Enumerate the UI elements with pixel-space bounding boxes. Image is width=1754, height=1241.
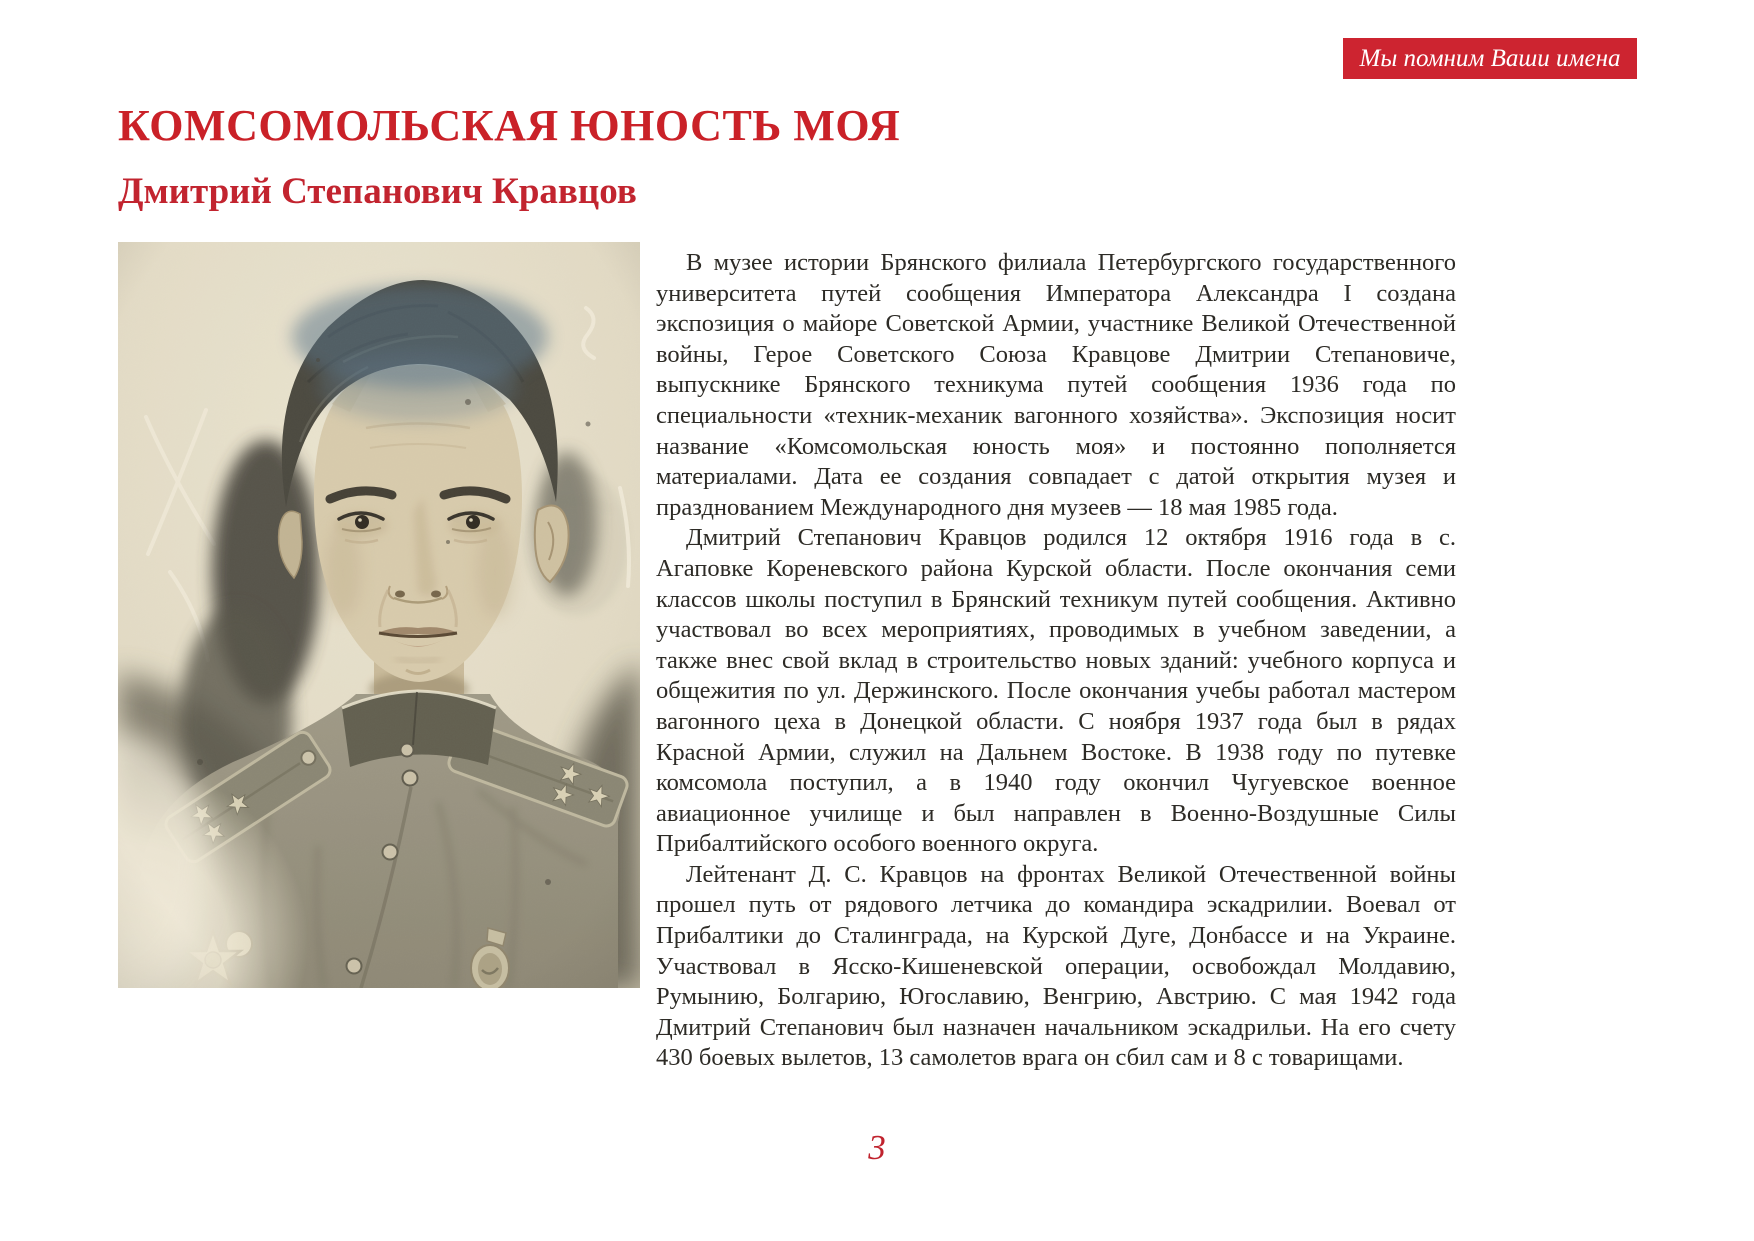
memory-badge	[1343, 38, 1637, 79]
article-text	[656, 248, 1456, 1074]
page-title: КОМСОМОЛЬСКАЯ ЮНОСТЬ МОЯ	[118, 101, 901, 150]
paragraph-war-service: Лейтенант Д. С. Кравцов на фронтах Великой Отечественной войны прошел путь от рядового летчика до командира эскадрилии. Воевал от Прибалтики до Сталинграда, на Курской Дуге, Донбассе и на Украине. Участвовал в Ясско-Кишеневской операции, освобождал Молдавию, Румынию, Болгарию, Югославию, Венгрию, Австрию. С мая 1942 года Дмитрий Степанович был назначен начальником эскадрильи. На его счету 430 боевых вылетов, 13 самолетов врага он сбил сам и 8 с товарищами.	[656, 860, 1456, 1072]
person-name-subtitle: Дмитрий Степанович Кравцов	[118, 171, 637, 212]
portrait-illustration	[118, 242, 640, 988]
paragraph-biography: Дмитрий Степанович Кравцов родился 12 октября 1916 года в с. Агаповке Кореневского района Курской области. После окончания семи классов школы поступил в Брянский техникум путей сообщения. Активно участвовал во всех мероприятиях, проводимых в учебном заведении, а также внес свой вклад в строительство новых зданий: учебного корпуса и общежития по ул. Держинского. После окончания учебы работал мастером вагонного цеха в Донецкой области. С ноября 1937 года был в рядах Красной Армии, служил на Дальнем Востоке. В 1938 году по путевке комсомола поступил, а в 1940 году окончил Чугуевское военное авиационное училище и был направлен в Военно-Воздушные Силы Прибалтийского особого военного округа.	[656, 524, 1456, 858]
portrait-photo	[118, 242, 640, 988]
memory-badge-label: Мы помним Ваши имена	[1359, 45, 1621, 72]
page-number: 3	[868, 1128, 886, 1167]
paragraph-museum: В музее истории Брянского филиала Петербургского государственного университета путей сообщения Императора Александра I создана экспозиция о майоре Советской Армии, участнике Великой Отечественной войны, Герое Советского Союза Кравцове Дмитрии Степановиче, выпускнике Брянского техникума путей сообщения 1936 года по специальности «техник-механик вагонного хозяйства». Экспозиция носит название «Комсомольская юность моя» и постоянно пополняется материалами. Дата ее создания совпадает с датой открытия музея и празднованием Международного дня музеев — 18 мая 1985 года.	[656, 249, 1456, 521]
